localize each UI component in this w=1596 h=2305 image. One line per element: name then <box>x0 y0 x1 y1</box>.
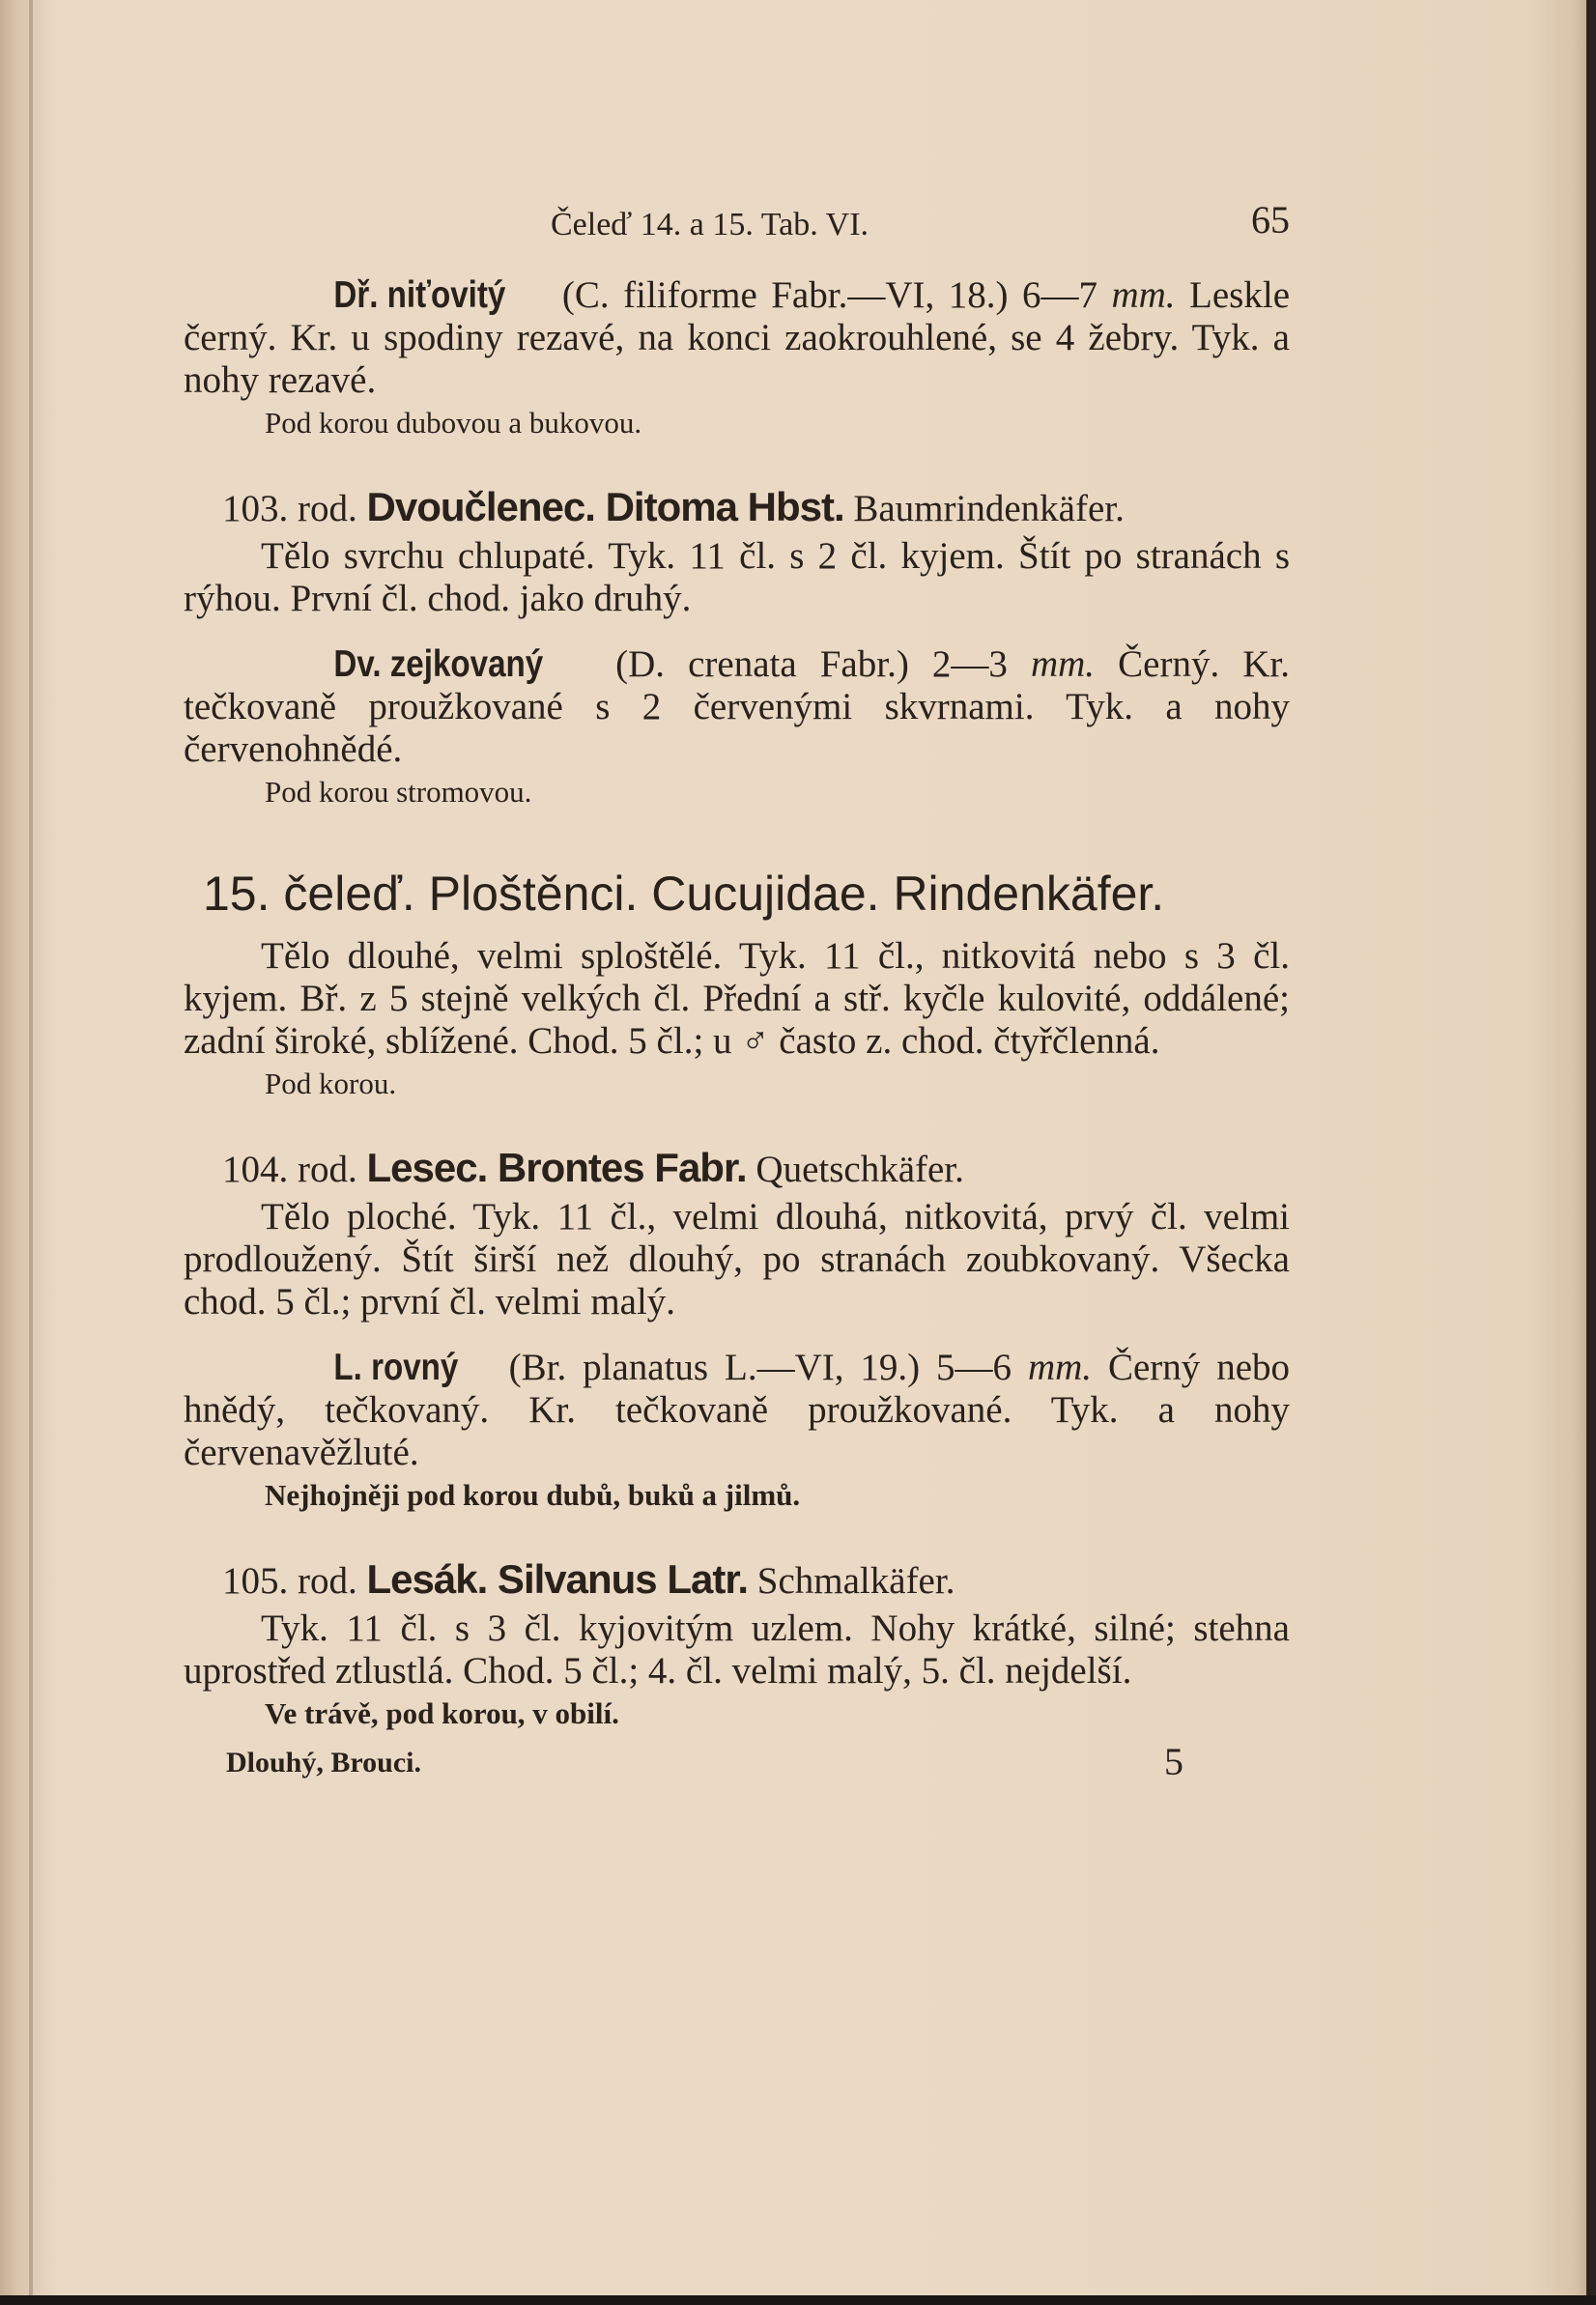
genus-number: 105. rod. <box>222 1560 357 1602</box>
unit: mm. <box>1030 643 1096 685</box>
genus-description: Tyk. 11 čl. s 3 čl. kyjovitým uzlem. Nohy krátké, silné; stehna uprostřed ztlustlá. Chod. 5 čl.; 4. čl. velmi malý, 5. čl. nejdelší. <box>184 1608 1290 1692</box>
page-spine-shadow <box>29 0 33 2305</box>
habitat-note: Ve trávě, pod korou, v obilí. <box>265 1696 619 1730</box>
species-description <box>184 643 1290 771</box>
genus-german-name: Schmalkäfer. <box>756 1560 955 1602</box>
habitat-note: Pod korou. <box>265 1067 397 1100</box>
habitat-note: Nejhojněji pod korou dubů, buků a jilmů. <box>265 1478 801 1512</box>
genus-german-name: Baumrindenkäfer. <box>853 488 1125 529</box>
habitat-note: Pod korou dubovou a bukovou. <box>265 406 642 440</box>
species-text: Leskle černý. Kr. u spodiny rezavé, na konci zaokrouhlené, se 4 žebry. Tyk. a nohy rezavé. <box>184 274 1291 401</box>
genus-name: Lesec. Brontes Fabr. <box>366 1145 747 1190</box>
species-entry-filiforme <box>184 274 1290 444</box>
species-text: Černý. Kr. tečkovaně proužkované s 2 červenými skvrnami. Tyk. a nohy červenohnědé. <box>184 643 1291 770</box>
species-description <box>184 274 1290 402</box>
genus-name: Dvoučlenec. Ditoma Hbst. <box>366 484 844 529</box>
genus-description: Tělo svrchu chlupaté. Tyk. 11 čl. s 2 čl. kyjem. Štít po stranách s rýhou. První čl. chod. jako druhý. <box>184 535 1290 619</box>
genus-name: Lesák. Silvanus Latr. <box>366 1556 749 1602</box>
species-name: L. rovný <box>333 1347 459 1388</box>
species-entry-crenata <box>184 643 1290 813</box>
species-latin: (D. crenata Fabr.) 2—3 <box>615 643 1008 685</box>
page-number: 65 <box>1251 198 1290 242</box>
genus-number: 104. rod. <box>222 1149 357 1190</box>
species-entry-planatus <box>184 1347 1290 1517</box>
genus-description: Tělo ploché. Tyk. 11 čl., velmi dlouhá, nitkovitá, prvý čl. velmi prodloužený. Štít širší než dlouhý, po stranách zoubkovaný. Všecka chod. 5 čl.; první čl. velmi malý. <box>184 1196 1290 1323</box>
running-header <box>184 193 1290 251</box>
page-edge-right <box>1586 0 1596 2305</box>
species-name: Dv. zejkovaný <box>333 643 544 685</box>
species-latin: (Br. planatus L.—VI, 19.) 5—6 <box>508 1347 1012 1388</box>
unit: mm. <box>1027 1347 1093 1388</box>
genus-heading-104 <box>184 1142 1290 1196</box>
genus-number: 103. rod. <box>222 488 357 529</box>
genus-heading-103 <box>184 481 1290 535</box>
species-name: Dř. niťovitý <box>333 274 506 316</box>
signature-mark: 5 <box>1164 1740 1183 1783</box>
genus-german-name: Quetschkäfer. <box>755 1149 964 1190</box>
species-description <box>184 1347 1290 1474</box>
species-latin: (C. filiforme Fabr.—VI, 18.) 6—7 <box>561 274 1097 316</box>
family-heading-15: 15. čeleď. Ploštěnci. Cucujidae. Rindenkäfer. <box>203 867 1165 921</box>
habitat-note: Pod korou stromovou. <box>265 775 532 809</box>
family-description: Tělo dlouhé, velmi sploštělé. Tyk. 11 čl., nitkovitá nebo s 3 čl. kyjem. Bř. z 5 stejně velkých čl. Přední a stř. kyčle kulovité, oddálené; zadní široké, sblížené. Chod. 5 čl.; u ♂ často z. chod. čtyřčlenná. <box>184 935 1290 1062</box>
genus-heading-105 <box>184 1553 1290 1608</box>
unit: mm. <box>1111 274 1176 316</box>
page-footer <box>184 1739 1290 1787</box>
species-text: Černý nebo hnědý, tečkovaný. Kr. tečkovaně proužkované. Tyk. a nohy červenavěžluté. <box>184 1347 1291 1473</box>
page-content <box>184 193 1290 1787</box>
footer-author: Dlouhý, Brouci. <box>226 1747 421 1779</box>
header-title: Čeleď 14. a 15. Tab. VI. <box>551 207 869 242</box>
page-edge-bottom <box>0 2295 1596 2305</box>
